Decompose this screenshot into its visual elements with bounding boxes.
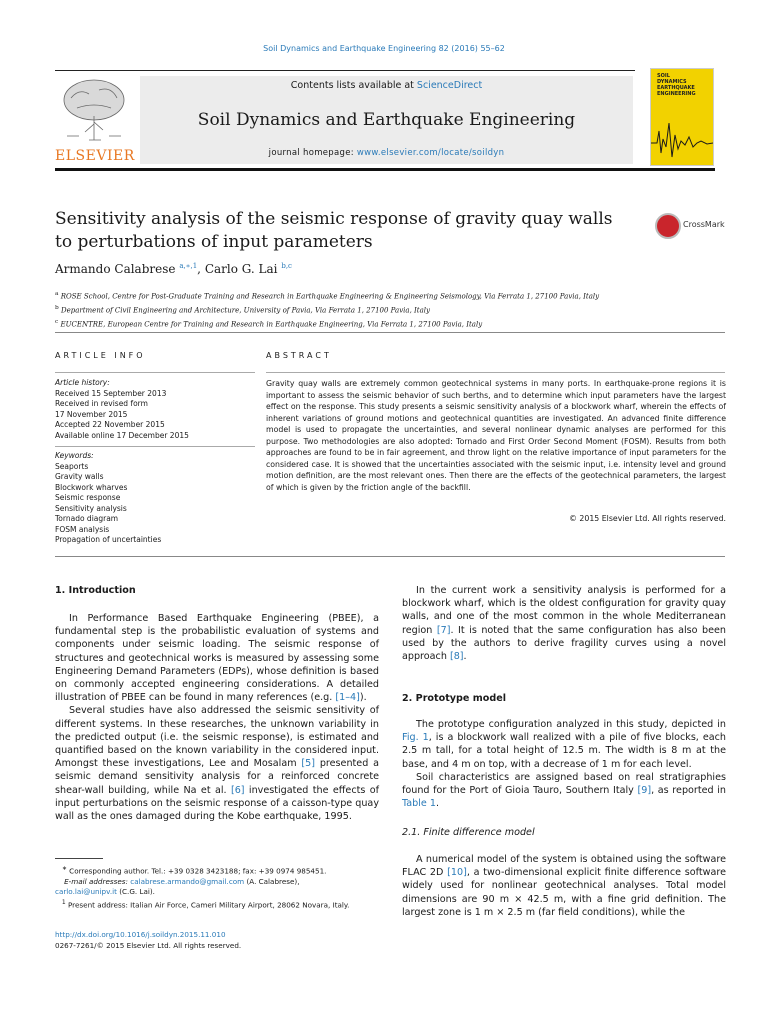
abstract-rule — [266, 372, 725, 373]
footnote-text: Corresponding author. Tel.: +39 0328 3423188; fax: +39 0974 985451. — [66, 866, 327, 876]
footnote-text: Present address: Italian Air Force, Cameri Military Airport, 28062 Novara, Italy. — [65, 900, 350, 910]
prototype-body — [402, 718, 726, 810]
paragraph — [402, 718, 726, 771]
affiliation-text: ROSE School, Centre for Post-Graduate Training and Research in Earthquake Engineering & Engineering Seismology, Via Ferrata 1, 27100 Pavia, Italy — [60, 292, 600, 301]
text-run: A numerical model of the system is obtained using the software FLAC 2D — [402, 854, 726, 879]
elsevier-wordmark: ELSEVIER — [55, 148, 135, 164]
prototype-heading-text: 2. Prototype model — [402, 693, 506, 704]
intro-body-continued — [402, 584, 726, 663]
crossmark-label: CrossMark — [683, 220, 725, 229]
affiliation-text: Department of Civil Engineering and Architecture, University of Pavia, Via Ferrata 1, 27100 Pavia, Italy — [60, 306, 430, 315]
citation-link[interactable]: [1–4] — [335, 692, 360, 704]
abstract-text: Gravity quay walls are extremely common geotechnical systems in many ports. In earthquake-prone regions it is important to assess the seismic behavior of such berths, and to determine which input parameters have the largest effect on the response. This study presents a seismic sensitivity analysis of a blockwork wharf, wherein the effects of inherent variations of ground motions and geotechnical quantities are investigated. An advanced finite difference model is used to propagate the uncertainties, and several nonlinear dynamic analyses are performed for this purpose. Two methodologies are also adopted: Tornado and First Order Second Moment (FOSM). Results from both approaches are found to be in fair agreement, and throw light on the relative importance of input parameters for the considered case. It is showed that the uncertainties associated with the seismic input, i.e. intensity level and ground motion definition, are the most relevant ones. Then there are the effects of the geotechnical parameters, the largest of which is given by the friction angle of the backfill. — [266, 379, 726, 492]
email-link[interactable]: carlo.lai@unipv.it — [55, 887, 117, 897]
contents-line — [140, 80, 633, 91]
cover-line: EARTHQUAKE — [657, 85, 695, 91]
footnotes — [55, 864, 379, 911]
issn-line: 0267-7261/© 2015 Elsevier Ltd. All rights reserved. — [55, 940, 242, 950]
keyword: Tornado diagram — [55, 514, 119, 523]
paragraph — [55, 612, 379, 704]
text-run: In Performance Based Earthquake Engineering (PBEE), a fundamental step is the probabilistic evaluation of systems and components under seismic loading. The seismic response of structures and geotechnical works is measured by assessing some Engineering Demand Parameters (EDPs), whose definition is based on commonly accepted engineering considerations. A detailed illustration of PBEE can be found in many references (e.g. — [55, 613, 379, 704]
text-run: . It is noted that the same configuration has also been used by the authors to derive fragility curves using a novel approach — [402, 624, 727, 663]
footnote — [55, 898, 379, 911]
history-item: Accepted 22 November 2015 — [55, 420, 165, 429]
affiliation — [55, 303, 725, 317]
journal-banner — [140, 76, 633, 164]
citation-link[interactable]: [8] — [449, 651, 464, 663]
doi-link[interactable]: http://dx.doi.org/10.1016/j.soildyn.2015.11.010 — [55, 930, 226, 939]
keyword: FOSM analysis — [55, 524, 110, 534]
abstract-copyright: © 2015 Elsevier Ltd. All rights reserved. — [569, 514, 726, 523]
elsevier-tree-icon — [59, 76, 129, 144]
intro-heading-text: 1. Introduction — [55, 585, 136, 596]
keywords-rule — [55, 446, 255, 447]
affiliations — [55, 289, 725, 330]
contents-prefix: Contents lists available at — [290, 80, 417, 91]
citation-link[interactable]: [6] — [230, 784, 245, 796]
footnote — [55, 877, 379, 888]
paper-title-line: Sensitivity analysis of the seismic response of gravity quay walls — [55, 209, 613, 229]
text-run: Several studies have also addressed the seismic sensitivity of different systems. In these researches, the unknown variability in the predicted output (i.e. the seismic response), is estimated and quantified based on the known variability in the considered input. Amongst these investigations, Lee and Mosalam — [55, 705, 379, 770]
abstract-label: ABSTRACT — [266, 351, 332, 360]
cover-line: DYNAMICS — [657, 79, 687, 85]
crossmark-icon — [655, 213, 681, 239]
article-info-label: ARTICLE INFO — [55, 351, 146, 360]
text-run: . — [435, 798, 440, 810]
author-name: Armando Calabrese — [55, 262, 176, 276]
fdm-heading-text: 2.1. Finite difference model — [402, 827, 535, 838]
table-link[interactable]: Table 1 — [402, 798, 436, 810]
keyword: Seaports — [55, 461, 89, 471]
citation-link[interactable]: [5] — [301, 758, 315, 770]
affiliation — [55, 289, 725, 303]
text-run: presented a seismic demand sensitivity analysis for a reinforced concrete shear-wall building, while Na et al. — [55, 758, 379, 796]
keywords — [55, 451, 255, 546]
affiliation — [55, 317, 725, 331]
email-link[interactable]: calabrese.armando@gmail.com — [130, 876, 245, 886]
history-item: Received in revised form — [55, 399, 148, 408]
intro-body — [55, 612, 379, 823]
section-heading — [55, 584, 136, 597]
journal-title: Soil Dynamics and Earthquake Engineering — [197, 110, 576, 130]
email-label: E-mail addresses: — [64, 876, 128, 886]
paper-title-line: to perturbations of input parameters — [55, 232, 373, 252]
author-list — [55, 262, 292, 276]
history-item: Available online 17 December 2015 — [55, 430, 189, 440]
keyword: Blockwork wharves — [55, 482, 128, 492]
footnote-mark: 1 — [61, 898, 66, 906]
footnote-mark: ∗ — [61, 865, 67, 872]
elsevier-logo[interactable] — [55, 76, 133, 164]
text-run: , a two-dimensional explicit finite difference software widely used for nonlinear geotechnical analyses. Total model dimensions are 90 m × 42.5 m, with a fine grid definition. The largest zone is 1 m × 2.5 m (far field conditions), while the — [402, 867, 726, 918]
journal-cover-thumbnail[interactable] — [650, 68, 714, 166]
footnote — [55, 864, 379, 877]
section-heading — [402, 692, 506, 705]
footnote-rule — [55, 858, 103, 859]
keyword: Gravity walls — [55, 472, 104, 481]
footnote-text: (C.G. Lai). — [116, 887, 155, 897]
history-label: Article history: — [55, 378, 110, 387]
citation-link[interactable]: [10] — [447, 867, 467, 879]
section-rule — [55, 332, 725, 333]
footnote-text: (A. Calabrese), — [244, 876, 300, 886]
history-item: 17 November 2015 — [55, 409, 128, 419]
keyword: Sensitivity analysis — [55, 503, 127, 513]
paper-title — [55, 208, 615, 254]
keyword: Propagation of uncertainties — [55, 535, 162, 544]
article-info-rule — [55, 372, 255, 373]
header-rule — [55, 70, 635, 71]
text-run: . — [463, 651, 467, 663]
paragraph — [402, 584, 726, 663]
text-run: Soil characteristics are assigned based on real stratigraphies found for the Port of Gioia Tauro, Southern Italy — [402, 771, 726, 797]
cover-line: ENGINEERING — [657, 91, 696, 97]
homepage-line — [140, 148, 633, 158]
citation-link[interactable]: [9] — [637, 785, 652, 797]
affiliation-mark: b — [55, 304, 59, 311]
paragraph — [402, 771, 726, 811]
homepage-link[interactable]: www.elsevier.com/locate/soildyn — [356, 148, 505, 158]
text-run: , as reported in — [651, 785, 726, 797]
text-run: In the current work a sensitivity analysis is performed for a blockwork wharf, which is the oldest configuration for gravity quay walls, and one of the most common in the whole Mediterranean region — [402, 585, 726, 636]
text-run: ). — [359, 692, 367, 704]
header-rule-thick — [55, 168, 715, 171]
homepage-prefix: journal homepage: — [268, 148, 357, 158]
citation-link[interactable]: [7] — [436, 624, 451, 636]
keyword: Seismic response — [55, 493, 121, 502]
cover-title — [657, 73, 696, 97]
fdm-body — [402, 853, 726, 919]
affiliation-mark: a — [55, 291, 59, 297]
text-run: , is a blockwork wall realized with a pile of five blocks, each 2.5 m tall, for a total height of 12.5 m. The width is 8 m at the base, and 4 m on top, with a decrease of 1 m for each level. — [402, 732, 726, 770]
journal-citation-link[interactable]: Soil Dynamics and Earthquake Engineering 82 (2016) 55–62 — [263, 44, 505, 53]
cover-line: SOIL — [657, 73, 670, 79]
text-run: investigated the effects of input perturbations on the seismic response of a caisson-type quay wall as the ones damaged during the Kobe earthquake, 1995. — [55, 784, 379, 823]
author-affiliation-marks[interactable]: b,c — [281, 262, 292, 270]
paragraph — [55, 704, 379, 823]
author-affiliation-marks[interactable]: a,∗,1 — [179, 262, 198, 270]
article-history — [55, 378, 255, 441]
paragraph — [402, 853, 726, 919]
author-separator: , — [197, 262, 205, 276]
affiliation-text: EUCENTRE, European Centre for Training and Research in Earthquake Engineering, Via Ferrata 1, 27100 Pavia, Italy — [60, 319, 483, 328]
abstract-bottom-rule — [55, 556, 725, 557]
cover-seismogram-graphic — [651, 113, 713, 165]
sciencedirect-link[interactable]: ScienceDirect — [416, 80, 483, 91]
affiliation-mark: c — [55, 318, 59, 325]
author-name: Carlo G. Lai — [204, 262, 278, 276]
crossmark-button[interactable] — [655, 213, 735, 239]
subsection-heading — [402, 826, 535, 839]
doi-block — [55, 930, 379, 951]
keywords-label: Keywords: — [55, 451, 94, 460]
history-item: Received 15 September 2013 — [55, 388, 167, 398]
text-run: The prototype configuration analyzed in this study, depicted in — [416, 719, 726, 730]
footnote — [55, 887, 379, 898]
figure-link[interactable]: Fig. 1 — [402, 732, 429, 744]
